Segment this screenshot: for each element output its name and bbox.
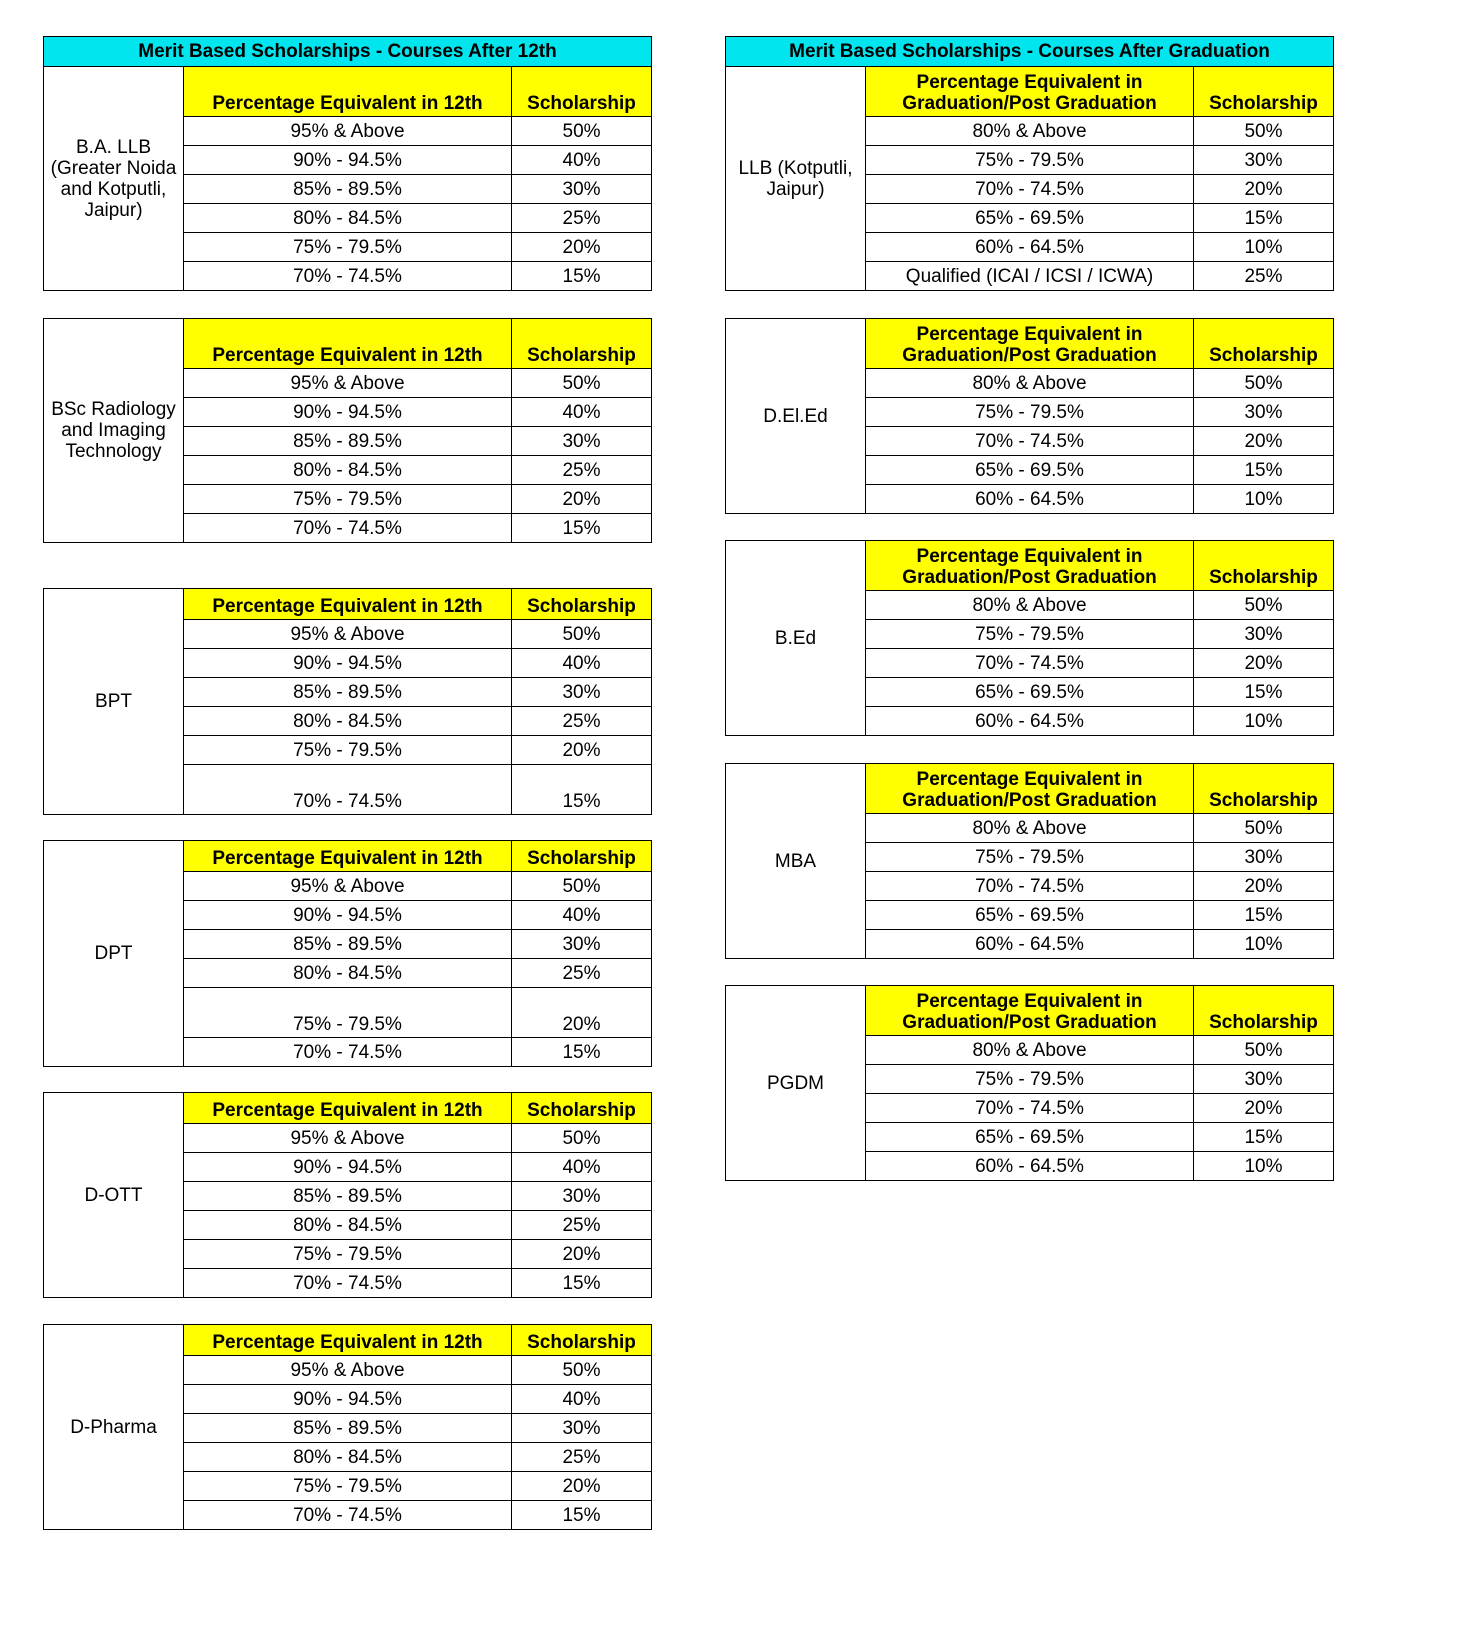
percentage-range: 80% - 84.5%	[184, 1211, 512, 1240]
percentage-range: 75% - 79.5%	[866, 398, 1194, 427]
course-label: D.El.Ed	[763, 405, 828, 427]
scholarship-value: 25%	[512, 707, 652, 736]
scholarship-value: 25%	[512, 959, 652, 988]
scholarship-value: 40%	[512, 1385, 652, 1414]
course-name	[726, 541, 866, 736]
scholarship-value: 30%	[1194, 146, 1334, 175]
scholarship-value: 25%	[512, 456, 652, 485]
percentage-range: 80% - 84.5%	[184, 204, 512, 233]
scholarship-value: 30%	[512, 175, 652, 204]
scholarship-table-d-ott	[43, 1092, 652, 1298]
course-name	[726, 319, 866, 514]
scholarship-value: 25%	[512, 1443, 652, 1472]
course-name	[44, 1093, 184, 1298]
scholarship-table-d-pharma	[43, 1324, 652, 1530]
percentage-range: 65% - 69.5%	[866, 204, 1194, 233]
scholarship-value: 50%	[1194, 591, 1334, 620]
scholarship-value: 20%	[1194, 649, 1334, 678]
percentage-range: 80% & Above	[866, 814, 1194, 843]
header-scholarship: Scholarship	[512, 589, 652, 620]
percentage-range: 70% - 74.5%	[184, 1269, 512, 1298]
header-percentage	[866, 319, 1194, 369]
scholarship-value: 50%	[512, 620, 652, 649]
percentage-range: 80% & Above	[866, 369, 1194, 398]
header-scholarship: Scholarship	[512, 841, 652, 872]
scholarship-value: 30%	[512, 427, 652, 456]
percentage-range: 60% - 64.5%	[866, 707, 1194, 736]
percentage-range: 85% - 89.5%	[184, 1414, 512, 1443]
scholarship-value: 30%	[1194, 398, 1334, 427]
percentage-range: 65% - 69.5%	[866, 1123, 1194, 1152]
scholarship-value: 20%	[1194, 872, 1334, 901]
scholarship-table-b-a-llb	[43, 36, 652, 291]
scholarship-value: 20%	[512, 988, 652, 1038]
header-percentage-label: Percentage Equivalent in Graduation/Post Graduation	[902, 324, 1157, 366]
scholarship-value: 40%	[512, 649, 652, 678]
scholarship-table-llb-kotputli-	[725, 36, 1334, 291]
scholarship-value: 15%	[512, 765, 652, 815]
course-label: B.A. LLB (Greater Noida and Kotputli, Jaipur)	[50, 136, 177, 221]
header-scholarship: Scholarship	[1194, 541, 1334, 591]
scholarship-value: 15%	[512, 1501, 652, 1530]
scholarship-value: 10%	[1194, 707, 1334, 736]
course-label: BSc Radiology and Imaging Technology	[51, 399, 176, 462]
percentage-range: 75% - 79.5%	[866, 843, 1194, 872]
percentage-range: 65% - 69.5%	[866, 456, 1194, 485]
percentage-range: 70% - 74.5%	[866, 649, 1194, 678]
percentage-range: 75% - 79.5%	[866, 620, 1194, 649]
header-percentage-label: Percentage Equivalent in Graduation/Post Graduation	[902, 546, 1157, 588]
header-percentage-label: Percentage Equivalent in 12th	[212, 1100, 483, 1121]
course-label: PGDM	[767, 1072, 824, 1094]
percentage-range: 90% - 94.5%	[184, 901, 512, 930]
header-scholarship: Scholarship	[512, 319, 652, 369]
course-label: D-OTT	[84, 1184, 143, 1206]
percentage-range: 85% - 89.5%	[184, 678, 512, 707]
scholarship-value: 30%	[1194, 620, 1334, 649]
percentage-range: 90% - 94.5%	[184, 398, 512, 427]
header-percentage	[184, 319, 512, 369]
scholarship-value: 50%	[512, 1124, 652, 1153]
percentage-range: 60% - 64.5%	[866, 930, 1194, 959]
scholarship-value: 30%	[512, 930, 652, 959]
scholarship-value: 50%	[512, 872, 652, 901]
percentage-range: 80% - 84.5%	[184, 959, 512, 988]
header-scholarship: Scholarship	[1194, 764, 1334, 814]
section-title: Merit Based Scholarships - Courses After Graduation	[726, 37, 1334, 67]
header-percentage-label: Percentage Equivalent in 12th	[212, 1332, 483, 1353]
percentage-range: 75% - 79.5%	[184, 233, 512, 262]
percentage-range: 75% - 79.5%	[866, 146, 1194, 175]
scholarship-value: 15%	[512, 262, 652, 291]
scholarship-table-bsc-radiology	[43, 318, 652, 543]
course-name	[44, 841, 184, 1067]
percentage-range: 75% - 79.5%	[184, 485, 512, 514]
percentage-range: 95% & Above	[184, 1124, 512, 1153]
percentage-range: 90% - 94.5%	[184, 649, 512, 678]
header-percentage	[184, 841, 512, 872]
percentage-range: 70% - 74.5%	[184, 1501, 512, 1530]
header-percentage-label: Percentage Equivalent in Graduation/Post Graduation	[902, 72, 1157, 114]
scholarship-value: 30%	[512, 1182, 652, 1211]
percentage-range: 75% - 79.5%	[866, 1065, 1194, 1094]
section-title: Merit Based Scholarships - Courses After 12th	[44, 37, 652, 67]
percentage-range: 65% - 69.5%	[866, 678, 1194, 707]
percentage-range: 80% & Above	[866, 1036, 1194, 1065]
header-percentage	[184, 67, 512, 117]
header-percentage	[184, 1325, 512, 1356]
scholarship-value: 15%	[1194, 456, 1334, 485]
course-label: BPT	[95, 691, 132, 712]
scholarship-table-pgdm	[725, 985, 1334, 1181]
percentage-range: Qualified (ICAI / ICSI / ICWA)	[866, 262, 1194, 291]
scholarship-table-b-ed	[725, 540, 1334, 736]
scholarship-value: 15%	[512, 1269, 652, 1298]
scholarship-value: 25%	[512, 1211, 652, 1240]
scholarship-value: 20%	[512, 1472, 652, 1501]
scholarship-value: 30%	[512, 678, 652, 707]
percentage-range: 70% - 74.5%	[866, 175, 1194, 204]
course-name	[726, 67, 866, 291]
header-percentage	[866, 67, 1194, 117]
header-scholarship: Scholarship	[1194, 319, 1334, 369]
header-percentage	[184, 1093, 512, 1124]
scholarship-value: 25%	[512, 204, 652, 233]
scholarship-value: 40%	[512, 901, 652, 930]
scholarship-value: 50%	[512, 369, 652, 398]
scholarship-value: 20%	[512, 233, 652, 262]
percentage-range: 95% & Above	[184, 620, 512, 649]
scholarship-value: 30%	[1194, 1065, 1334, 1094]
percentage-range: 95% & Above	[184, 1356, 512, 1385]
percentage-range: 70% - 74.5%	[866, 1094, 1194, 1123]
scholarship-table-mba	[725, 763, 1334, 959]
course-label: DPT	[94, 943, 133, 964]
percentage-range: 65% - 69.5%	[866, 901, 1194, 930]
percentage-range: 95% & Above	[184, 369, 512, 398]
scholarship-value: 40%	[512, 146, 652, 175]
scholarship-value: 10%	[1194, 485, 1334, 514]
scholarship-value: 50%	[512, 1356, 652, 1385]
header-percentage-label: Percentage Equivalent in Graduation/Post Graduation	[902, 769, 1157, 811]
scholarship-value: 20%	[1194, 427, 1334, 456]
scholarship-table-bpt	[43, 588, 652, 815]
percentage-range: 80% - 84.5%	[184, 456, 512, 485]
scholarship-value: 50%	[512, 117, 652, 146]
header-percentage-label: Percentage Equivalent in 12th	[212, 345, 483, 366]
header-percentage-label: Percentage Equivalent in 12th	[212, 93, 483, 114]
percentage-range: 95% & Above	[184, 117, 512, 146]
percentage-range: 95% & Above	[184, 872, 512, 901]
percentage-range: 85% - 89.5%	[184, 930, 512, 959]
percentage-range: 85% - 89.5%	[184, 1182, 512, 1211]
header-scholarship: Scholarship	[512, 1093, 652, 1124]
scholarship-value: 15%	[1194, 678, 1334, 707]
scholarship-value: 20%	[512, 1240, 652, 1269]
percentage-range: 70% - 74.5%	[866, 872, 1194, 901]
percentage-range: 80% - 84.5%	[184, 707, 512, 736]
course-label: LLB (Kotputli, Jaipur)	[738, 157, 853, 200]
scholarship-table-dpt	[43, 840, 652, 1067]
scholarship-value: 50%	[1194, 117, 1334, 146]
percentage-range: 80% & Above	[866, 117, 1194, 146]
header-scholarship: Scholarship	[1194, 986, 1334, 1036]
percentage-range: 75% - 79.5%	[184, 736, 512, 765]
scholarship-value: 15%	[512, 514, 652, 543]
percentage-range: 60% - 64.5%	[866, 1152, 1194, 1181]
percentage-range: 90% - 94.5%	[184, 146, 512, 175]
header-percentage	[866, 764, 1194, 814]
course-label: MBA	[774, 850, 817, 872]
scholarship-value: 20%	[512, 736, 652, 765]
percentage-range: 70% - 74.5%	[866, 427, 1194, 456]
percentage-range: 80% - 84.5%	[184, 1443, 512, 1472]
course-name	[44, 319, 184, 543]
scholarship-value: 40%	[512, 398, 652, 427]
scholarship-value: 10%	[1194, 1152, 1334, 1181]
course-name	[726, 764, 866, 959]
course-name	[44, 589, 184, 815]
course-name	[726, 986, 866, 1181]
percentage-range: 70% - 74.5%	[184, 765, 512, 815]
scholarship-value: 15%	[1194, 204, 1334, 233]
header-percentage-label: Percentage Equivalent in 12th	[212, 596, 483, 617]
header-percentage	[866, 986, 1194, 1036]
header-percentage	[866, 541, 1194, 591]
scholarship-value: 10%	[1194, 233, 1334, 262]
course-label: B.Ed	[774, 627, 817, 649]
scholarship-value: 10%	[1194, 930, 1334, 959]
scholarship-value: 15%	[1194, 901, 1334, 930]
course-label: D-Pharma	[70, 1416, 157, 1438]
percentage-range: 60% - 64.5%	[866, 485, 1194, 514]
header-scholarship: Scholarship	[1194, 67, 1334, 117]
percentage-range: 75% - 79.5%	[184, 988, 512, 1038]
percentage-range: 90% - 94.5%	[184, 1385, 512, 1414]
percentage-range: 70% - 74.5%	[184, 1038, 512, 1067]
scholarship-value: 20%	[1194, 175, 1334, 204]
percentage-range: 85% - 89.5%	[184, 427, 512, 456]
scholarship-value: 30%	[512, 1414, 652, 1443]
percentage-range: 75% - 79.5%	[184, 1472, 512, 1501]
header-percentage	[184, 589, 512, 620]
percentage-range: 80% & Above	[866, 591, 1194, 620]
scholarship-value: 40%	[512, 1153, 652, 1182]
scholarship-value: 25%	[1194, 262, 1334, 291]
scholarship-value: 50%	[1194, 369, 1334, 398]
header-percentage-label: Percentage Equivalent in 12th	[212, 848, 483, 869]
percentage-range: 90% - 94.5%	[184, 1153, 512, 1182]
percentage-range: 70% - 74.5%	[184, 514, 512, 543]
percentage-range: 85% - 89.5%	[184, 175, 512, 204]
header-percentage-label: Percentage Equivalent in Graduation/Post Graduation	[902, 991, 1157, 1033]
percentage-range: 70% - 74.5%	[184, 262, 512, 291]
header-scholarship: Scholarship	[512, 67, 652, 117]
scholarship-value: 30%	[1194, 843, 1334, 872]
scholarship-value: 20%	[1194, 1094, 1334, 1123]
course-name	[44, 1325, 184, 1530]
percentage-range: 75% - 79.5%	[184, 1240, 512, 1269]
course-name	[44, 67, 184, 291]
percentage-range: 60% - 64.5%	[866, 233, 1194, 262]
scholarship-value: 15%	[512, 1038, 652, 1067]
scholarship-value: 15%	[1194, 1123, 1334, 1152]
scholarship-value: 20%	[512, 485, 652, 514]
scholarship-value: 50%	[1194, 814, 1334, 843]
scholarship-table-d-el-ed	[725, 318, 1334, 514]
header-scholarship: Scholarship	[512, 1325, 652, 1356]
scholarship-value: 50%	[1194, 1036, 1334, 1065]
